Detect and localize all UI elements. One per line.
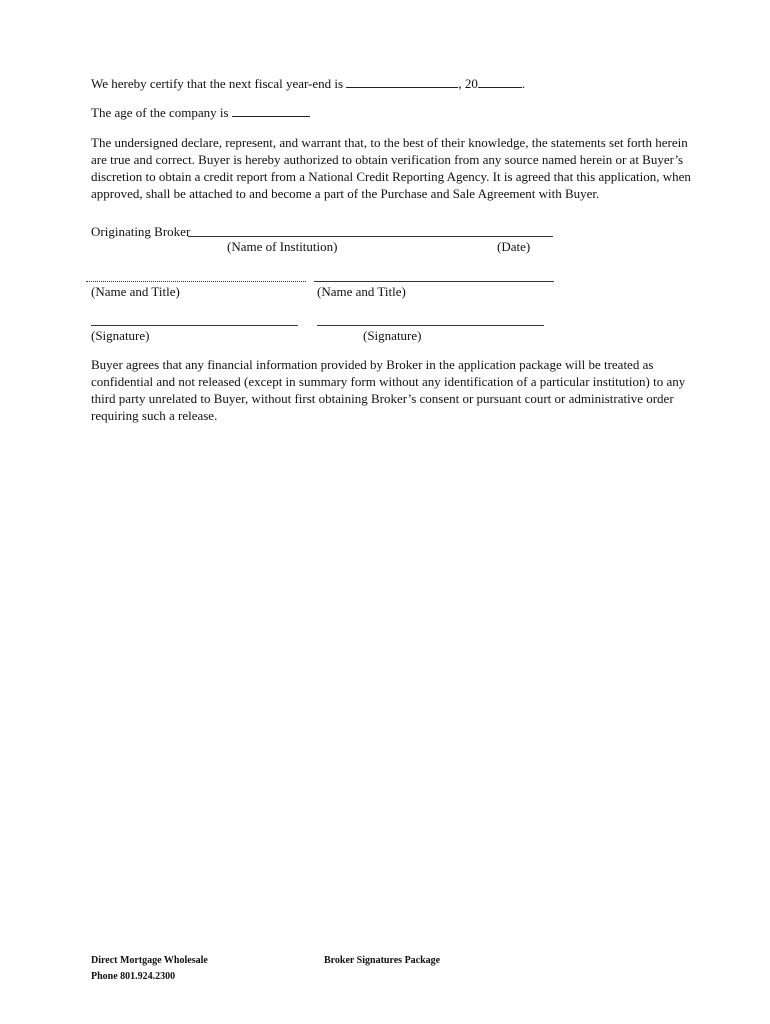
footer-phone: Phone 801.924.2300: [91, 971, 176, 982]
fiscal-date-field[interactable]: [346, 75, 458, 88]
left-name-title-caption: (Name and Title): [91, 284, 180, 299]
confidentiality-line: requiring such a release.: [91, 408, 218, 423]
date-caption: (Date): [497, 239, 531, 254]
left-signature-caption: (Signature): [91, 328, 150, 343]
footer-package-title: Broker Signatures Package: [324, 955, 441, 966]
originating-broker-field[interactable]: [188, 236, 553, 237]
company-age-field[interactable]: [232, 104, 310, 117]
name-of-institution-caption: (Name of Institution): [227, 239, 338, 254]
declaration-line: approved, shall be attached to and become a part of the Purchase and Sale Agreement with Buyer.: [91, 186, 600, 201]
fiscal-year-prefix: We hereby certify that the next fiscal year-end is: [91, 76, 344, 91]
confidentiality-line: third party unrelated to Buyer, without first obtaining Broker’s consent or pursuant court or administrative order: [91, 391, 674, 406]
footer-company-name: Direct Mortgage Wholesale: [91, 955, 208, 966]
declaration-paragraph: [91, 134, 691, 202]
originating-broker-label: Originating Broker: [91, 224, 191, 239]
left-name-title-field[interactable]: [86, 281, 306, 282]
confidentiality-line: Buyer agrees that any financial information provided by Broker in the application package will be treated as: [91, 357, 654, 372]
confidentiality-line: confidential and not released (except in summary form without any identification of a particular institution) to any: [91, 374, 686, 389]
declaration-line: discretion to obtain a credit report from a National Credit Reporting Agency. It is agreed that this application, when: [91, 169, 691, 184]
right-signature-caption: (Signature): [363, 328, 422, 343]
right-signature-field[interactable]: [317, 325, 544, 326]
company-age-prefix: The age of the company is: [91, 105, 229, 120]
fiscal-year-field[interactable]: [478, 75, 522, 88]
declaration-line: are true and correct. Buyer is hereby authorized to obtain verification from any source named herein or at Buyer’s: [91, 152, 684, 167]
company-age-statement: [91, 104, 310, 121]
left-signature-field[interactable]: [91, 325, 298, 326]
fiscal-year-mid: , 20: [458, 76, 478, 91]
fiscal-year-suffix: .: [521, 76, 526, 91]
right-name-title-field[interactable]: [314, 281, 554, 282]
confidentiality-paragraph: [91, 356, 691, 424]
declaration-line: The undersigned declare, represent, and warrant that, to the best of their knowledge, the statements set forth herein: [91, 135, 688, 150]
right-name-title-caption: (Name and Title): [317, 284, 406, 299]
fiscal-year-statement: [91, 75, 525, 92]
